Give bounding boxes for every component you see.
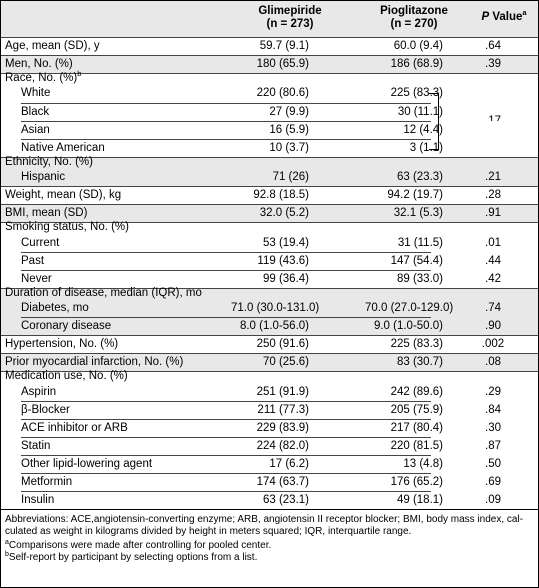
glimepiride-value: 32.0 (5.2) (259, 207, 309, 219)
row-label (21, 491, 54, 509)
pioglitazone-value: 225 (83.3) (390, 338, 443, 350)
table-bottom-rule (1, 509, 538, 510)
p-value: .42 (485, 273, 501, 285)
row-label-text: BMI, mean (SD) (5, 207, 88, 219)
row-label (21, 168, 65, 186)
p-value: .50 (485, 458, 501, 470)
p-value: .28 (485, 189, 501, 201)
row-label-text: Medication use, No. (%) (5, 370, 128, 382)
table-row (1, 437, 538, 455)
footnote-a-text: Comparisons were made after controlling for pooled center. (8, 540, 272, 551)
glimepiride-value: 10 (3.7) (269, 142, 309, 154)
row-label (5, 37, 100, 55)
row-label (5, 69, 82, 84)
row-label-text: Age, mean (SD), y (5, 40, 100, 52)
pioglitazone-value: 30 (11.1) (397, 106, 443, 118)
row-label-text: Aspirin (21, 386, 57, 398)
table-row (1, 383, 538, 401)
footnote-b-mark: b (5, 551, 9, 558)
row-label (21, 437, 50, 455)
row-label-text: Duration of disease, median (IQR), mo (5, 287, 202, 299)
p-value: .74 (485, 302, 501, 314)
glimepiride-value: 27 (9.9) (269, 106, 309, 118)
row-label-text: Weight, mean (SD), kg (5, 189, 122, 201)
race-p-value-bracket (429, 93, 439, 150)
pioglitazone-value: 31 (11.5) (397, 237, 443, 249)
row-label-text: Smoking status, No. (%) (5, 221, 129, 233)
table-row (1, 103, 538, 121)
p-value: .08 (485, 356, 501, 368)
row-label-text: Past (21, 255, 45, 267)
glimepiride-value: 59.7 (9.1) (259, 40, 309, 52)
glimepiride-value: 174 (63.7) (256, 476, 309, 488)
p-value: .21 (485, 171, 501, 183)
row-label-footnote: b (77, 69, 82, 78)
pioglitazone-value: 205 (75.9) (390, 404, 443, 416)
footnote-a-mark: a (5, 539, 9, 546)
row-label (5, 157, 93, 168)
row-label (5, 186, 121, 204)
row-rule (1, 73, 538, 74)
section-heading-row (1, 371, 538, 382)
p-value: .09 (485, 494, 501, 506)
row-label-text: β-Blocker (21, 404, 70, 416)
row-label (21, 234, 59, 252)
table-row (1, 401, 538, 419)
row-label-text: Asian (21, 124, 50, 136)
row-label-text: Native American (21, 142, 105, 154)
footnote-b (5, 552, 535, 565)
row-label-text: Ethnicity, No. (%) (5, 156, 93, 168)
table-row (1, 491, 538, 509)
row-label-text: Hispanic (21, 171, 66, 183)
table-row (1, 234, 538, 252)
row-label (21, 455, 152, 473)
table-row (1, 204, 538, 222)
header-p-value (471, 8, 537, 24)
row-label (21, 317, 111, 335)
row-label-text: Hypertension, No. (%) (5, 338, 119, 350)
row-label (21, 299, 89, 317)
section-heading-row (1, 288, 538, 299)
p-value: .91 (485, 207, 501, 219)
p-value: .01 (485, 237, 501, 249)
pioglitazone-value: 3 (1.1) (409, 142, 443, 154)
glimepiride-value: 220 (80.6) (256, 87, 309, 99)
table-row (1, 353, 538, 371)
glimepiride-value: 63 (23.1) (262, 494, 309, 506)
row-label (21, 473, 72, 491)
footnote-abbreviations-line2: culated as weight in kilograms divided by height in meters squared; IQR, interquartile range. (5, 526, 412, 537)
table-row (1, 335, 538, 353)
row-label-text: Black (21, 106, 50, 118)
table-row (1, 317, 538, 335)
pioglitazone-value: 225 (83.3) (390, 87, 443, 99)
table-row (1, 473, 538, 491)
row-label-text: White (21, 87, 51, 99)
pioglitazone-value: 70.0 (27.0-129.0) (365, 302, 454, 314)
glimepiride-value: 119 (43.6) (257, 255, 309, 267)
pioglitazone-value: 63 (23.3) (396, 171, 443, 183)
row-label-text: Insulin (21, 494, 55, 506)
glimepiride-value: 16 (5.9) (269, 124, 309, 136)
p-value: .90 (485, 320, 501, 332)
footnote-b-text: Self-report by participant by selecting options from a list. (8, 552, 258, 563)
glimepiride-value: 70 (25.6) (262, 356, 309, 368)
row-label-text: Never (21, 273, 52, 285)
glimepiride-value: 251 (91.9) (256, 386, 309, 398)
pioglitazone-value: 186 (68.9) (390, 58, 443, 70)
pioglitazone-value: 9.0 (1.0-50.0) (373, 320, 443, 332)
row-label (21, 84, 50, 102)
table-row (1, 419, 538, 437)
pioglitazone-value: 94.2 (19.7) (387, 189, 443, 201)
pioglitazone-value: 242 (89.6) (390, 386, 443, 398)
row-label (5, 288, 202, 299)
row-label (21, 383, 56, 401)
header-pioglitazone-name: Pioglitazone (380, 5, 448, 17)
row-label (5, 335, 118, 353)
row-label (21, 401, 70, 419)
header-p-value-footnote: a (522, 8, 527, 17)
row-label-text: Diabetes, mo (21, 302, 89, 314)
p-value: .30 (485, 422, 501, 434)
section-heading-row (1, 157, 538, 168)
row-label-text: Other lipid-lowering agent (21, 458, 153, 470)
pioglitazone-value: 220 (81.5) (390, 440, 443, 452)
table-row (1, 270, 538, 288)
pioglitazone-value: 13 (4.8) (403, 458, 443, 470)
glimepiride-value: 180 (65.9) (256, 58, 309, 70)
pioglitazone-value: 147 (54.4) (390, 255, 443, 267)
p-value: .39 (485, 58, 501, 70)
glimepiride-value: 229 (83.9) (256, 422, 309, 434)
row-label (5, 204, 87, 222)
table-row (1, 186, 538, 204)
header-glimepiride-name: Glimepiride (258, 5, 322, 17)
row-label-text: ACE inhibitor or ARB (21, 422, 128, 434)
table-row (1, 168, 538, 186)
p-value: .87 (485, 440, 501, 452)
row-label (21, 121, 50, 139)
row-label (5, 371, 128, 382)
glimepiride-value: 53 (19.4) (262, 237, 309, 249)
table-row (1, 455, 538, 473)
row-label-text: Coronary disease (21, 320, 112, 332)
table-row (1, 121, 538, 139)
header-pioglitazone-n: (n = 270) (390, 18, 438, 30)
header-p-value-text: Value (489, 11, 523, 23)
row-label (21, 252, 44, 270)
table-row (1, 139, 538, 157)
row-label (21, 139, 105, 157)
header-p-letter: P (481, 11, 490, 23)
table-row (1, 55, 538, 73)
row-label (21, 103, 49, 121)
footnote-abbreviations (5, 514, 535, 538)
row-label-text: Prior myocardial infarction, No. (%) (5, 356, 184, 368)
pioglitazone-value: 12 (4.4) (403, 124, 443, 136)
pioglitazone-value: 60.0 (9.4) (393, 40, 443, 52)
footnote-abbreviations-line1: Abbreviations: ACE,angiotensin-converting enzyme; ARB, angiotensin II receptor blocker; BMI, body mass index, cal- (5, 514, 524, 525)
pioglitazone-value: 217 (80.4) (390, 422, 443, 434)
row-label (5, 353, 183, 371)
table-row (1, 252, 538, 270)
glimepiride-value: 211 (77.3) (257, 404, 309, 416)
row-label (21, 270, 52, 288)
row-label (21, 419, 128, 437)
glimepiride-value: 250 (91.6) (256, 338, 309, 350)
p-value: .002 (481, 338, 505, 350)
pioglitazone-value: 49 (18.1) (396, 494, 443, 506)
table-row (1, 84, 538, 102)
row-label (5, 55, 73, 73)
glimepiride-value: 224 (82.0) (256, 440, 309, 452)
glimepiride-value: 71 (26) (272, 171, 309, 183)
p-value: .84 (485, 404, 501, 416)
pioglitazone-value: 176 (65.2) (390, 476, 443, 488)
pioglitazone-value: 83 (30.7) (396, 356, 443, 368)
header-glimepiride-n: (n = 273) (266, 18, 314, 30)
glimepiride-value: 17 (6.2) (269, 458, 309, 470)
row-label-text: Men, No. (%) (5, 58, 73, 70)
pioglitazone-value: 89 (33.0) (396, 273, 443, 285)
glimepiride-value: 71.0 (30.0-131.0) (231, 302, 320, 314)
row-label-text: Race, No. (%) (5, 72, 78, 84)
section-heading-row (1, 69, 538, 84)
glimepiride-value: 99 (36.4) (262, 273, 309, 285)
p-value: .64 (485, 40, 501, 52)
table-row (1, 299, 538, 317)
p-value: .44 (485, 255, 501, 267)
glimepiride-value: 92.8 (18.5) (253, 189, 309, 201)
p-value: .69 (485, 476, 501, 488)
p-value: .29 (485, 386, 501, 398)
row-label (5, 222, 129, 233)
row-label-text: Metformin (21, 476, 73, 488)
header-glimepiride (245, 5, 335, 31)
table-row (1, 37, 538, 55)
row-label-text: Current (21, 237, 60, 249)
header-pioglitazone (369, 5, 459, 31)
glimepiride-value: 8.0 (1.0-56.0) (239, 320, 309, 332)
pioglitazone-value: 32.1 (5.3) (393, 207, 443, 219)
section-heading-row (1, 222, 538, 233)
row-label-text: Statin (21, 440, 51, 452)
